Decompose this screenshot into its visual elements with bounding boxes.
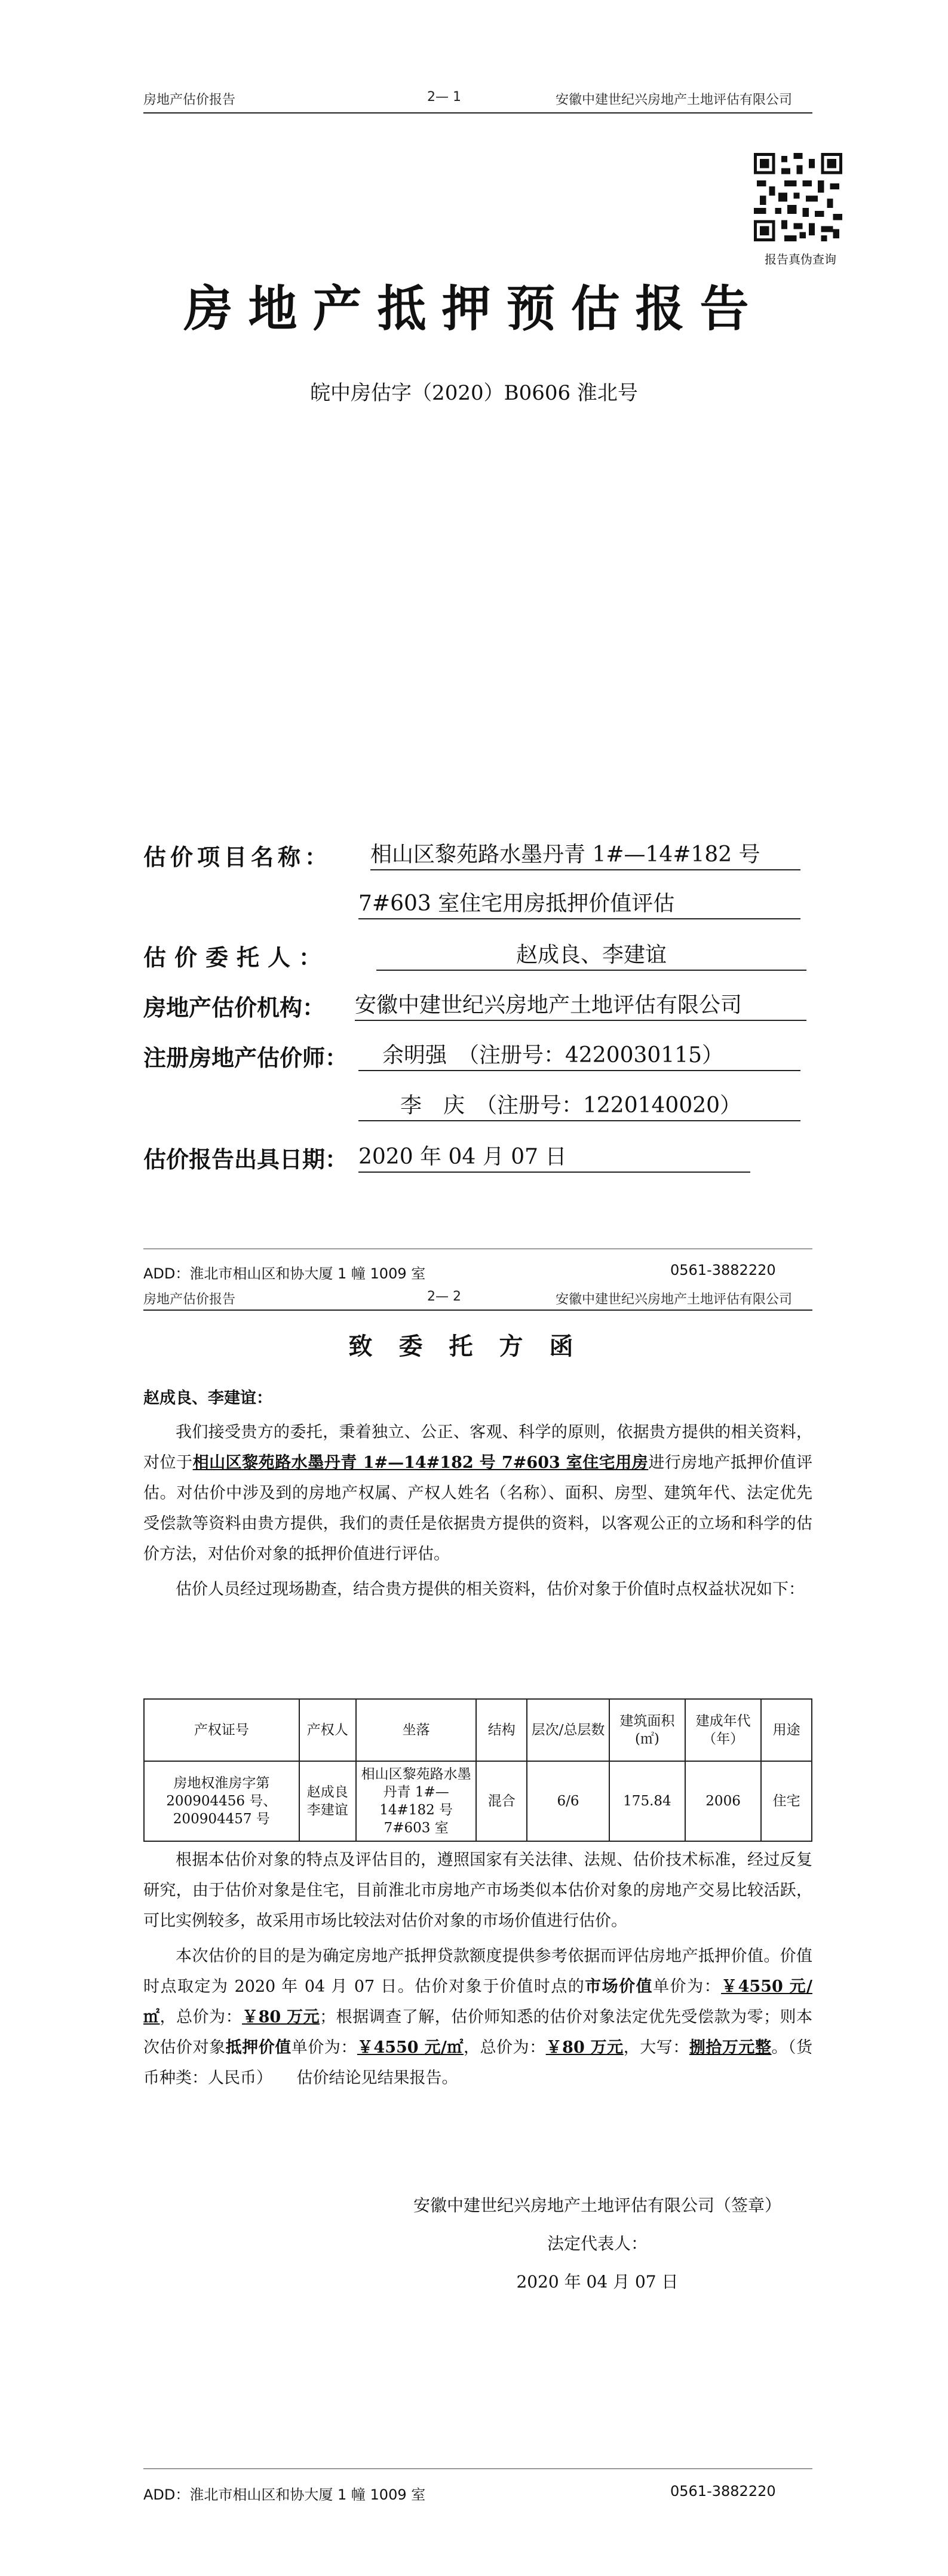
table-row <box>144 1761 812 1841</box>
page1-header-left: 房地产估价报告 <box>143 93 236 108</box>
valuation-text-c: ，总价为： <box>159 2008 243 2026</box>
qr-code-icon[interactable] <box>754 153 842 241</box>
header-cert-no: 产权证号 <box>144 1699 299 1761</box>
valuation-text-g: ，大写： <box>623 2038 689 2057</box>
property-address: 相山区黎苑路水墨丹青 1#—14#182 号 7#603 室住宅用房 <box>192 1453 649 1472</box>
method-text: 根据本估价对象的特点及评估目的，遵照国家有关法律、法规、估价技术标准，经过反复研究，由于估价对象是住宅，目前淮北市房地产市场类似本估价对象的房地产交易比较活跃，可比实例较多，故采用市场比较法对估价对象的市场价值进行估价。 <box>143 1851 812 1930</box>
page1-footer-address: ADD：淮北市相山区和协大厦 1 幢 1009 室 <box>143 1265 426 1282</box>
client-value: 赵成良、李建谊 <box>376 938 806 971</box>
qr-caption: 报告真伪查询 <box>765 252 836 266</box>
letter-title: 致委托方函 <box>348 1332 600 1360</box>
cell-cert-no: 房地权淮房字第 200904456 号、200904457 号 <box>144 1761 299 1841</box>
cell-owner: 赵成良 李建谊 <box>299 1761 356 1841</box>
cell-structure: 混合 <box>476 1761 527 1841</box>
amount-in-words: 捌拾万元整 <box>689 2038 772 2057</box>
page1-footer-phone: 0561-3882220 <box>670 1262 776 1278</box>
agency-label: 房地产估价机构： <box>143 995 326 1021</box>
issue-date-label: 估价报告出具日期： <box>143 1146 348 1173</box>
signature-date: 2020 年 04 月 07 日 <box>516 2272 679 2292</box>
cell-location: 相山区黎苑路水墨丹青 1#—14#182 号 7#603 室 <box>356 1761 476 1841</box>
intro-text-a: 我们接受贵方的委托，秉着独立、公正、客观、科学的原则，依据贵方提供的相关资料，对位于 <box>143 1423 812 1472</box>
header-structure: 结构 <box>476 1699 527 1761</box>
page2-header-right: 安徽中建世纪兴房地产土地评估有限公司 <box>556 1292 793 1307</box>
cell-use: 住宅 <box>761 1761 812 1841</box>
valuation-text-a: 本次估价的目的是为确定房地产抵押贷款额度提供参考依据而评估房地产抵押价值。价值时点取定为 2020 年 04 月 07 日。估价对象于价值时点的 <box>143 1947 812 1996</box>
header-owner: 产权人 <box>299 1699 356 1761</box>
cell-floor: 6/6 <box>527 1761 609 1841</box>
mortgage-unit-price: ￥4550 元/㎡ <box>357 2038 464 2057</box>
mortgage-total-price: ￥80 万元 <box>545 2038 624 2057</box>
appraiser-label: 注册房地产估价师： <box>143 1045 348 1071</box>
method-paragraph <box>143 1845 812 2093</box>
client-label: 估价委托人： <box>143 944 330 971</box>
intro-paragraph <box>143 1417 812 1605</box>
page2-footer-address: ADD：淮北市相山区和协大厦 1 幢 1009 室 <box>143 2486 426 2503</box>
project-value-line2: 7#603 室住宅用房抵押价值评估 <box>358 887 800 919</box>
table-header-row <box>144 1699 812 1761</box>
salutation: 赵成良、李建谊： <box>143 1389 272 1407</box>
report-number: 皖中房估字（2020）B0606 淮北号 <box>310 381 638 405</box>
header-area: 建筑面积(㎡) <box>609 1699 685 1761</box>
valuation-text-e: 单价为： <box>291 2038 357 2057</box>
header-year: 建成年代（年） <box>685 1699 761 1761</box>
valuation-paragraph <box>143 1941 812 2093</box>
page1-header-right: 安徽中建世纪兴房地产土地评估有限公司 <box>556 93 793 108</box>
valuation-text-h: 。（货币种类：人民币） 估价结论见结果报告。 <box>143 2038 813 2087</box>
signature-company: 安徽中建世纪兴房地产土地评估有限公司（签章） <box>413 2195 781 2215</box>
market-value-label: 市场价值 <box>585 1977 654 1996</box>
cell-year: 2006 <box>685 1761 761 1841</box>
valuation-text-b: 单价为： <box>653 1977 722 1996</box>
valuation-text-f: ，总价为： <box>463 2038 546 2057</box>
page1-header-page-number: 2— 1 <box>427 90 461 105</box>
page2-footer-phone: 0561-3882220 <box>670 2483 776 2500</box>
appraiser-1: 余明强 （注册号：4220030115） <box>358 1038 800 1071</box>
appraiser-2: 李 庆 （注册号：1220140020） <box>358 1088 800 1121</box>
valuation-text-d: ；根据调查了解，估价师知悉的估价对象法定优先受偿款为零；则本次估价对象 <box>143 2008 813 2057</box>
header-location: 坐落 <box>356 1699 476 1761</box>
market-unit-price: ￥4550 元/㎡ <box>143 1977 813 2026</box>
issue-date-value: 2020 年 04 月 07 日 <box>358 1140 750 1173</box>
page2-footer-rule <box>143 2468 812 2469</box>
header-use: 用途 <box>761 1699 812 1761</box>
page2-header-left: 房地产估价报告 <box>143 1292 236 1307</box>
page2-header-rule <box>143 1310 812 1311</box>
report-title: 房地产抵押预估报告 <box>183 281 765 338</box>
survey-paragraph: 估价人员经过现场勘查，结合贵方提供的相关资料，估价对象于价值时点权益状况如下： <box>176 1580 805 1599</box>
agency-value: 安徽中建世纪兴房地产土地评估有限公司 <box>355 988 806 1021</box>
project-value-line1: 相山区黎苑路水墨丹青 1#—14#182 号 <box>370 838 800 870</box>
intro-text-c: 进行房地产抵押价值评估。对估价中涉及到的房地产权属、产权人姓名（名称）、面积、房型、建筑年代、法定优先受偿款等资料由贵方提供，我们的责任是依据贵方提供的资料，以客观公正的立场和科学的估价方法，对估价对象的抵押价值进行评估。 <box>143 1453 812 1563</box>
market-total-price: ￥80 万元 <box>242 2008 320 2026</box>
project-label: 估价项目名称： <box>143 844 332 870</box>
page1-header-rule <box>143 112 812 114</box>
property-table <box>143 1698 812 1842</box>
header-floor: 层次/总层数 <box>527 1699 609 1761</box>
cell-area: 175.84 <box>609 1761 685 1841</box>
signature-representative: 法定代表人： <box>547 2234 648 2253</box>
page2-header-page-number: 2— 2 <box>427 1289 461 1304</box>
mortgage-value-label: 抵押价值 <box>225 2038 292 2057</box>
